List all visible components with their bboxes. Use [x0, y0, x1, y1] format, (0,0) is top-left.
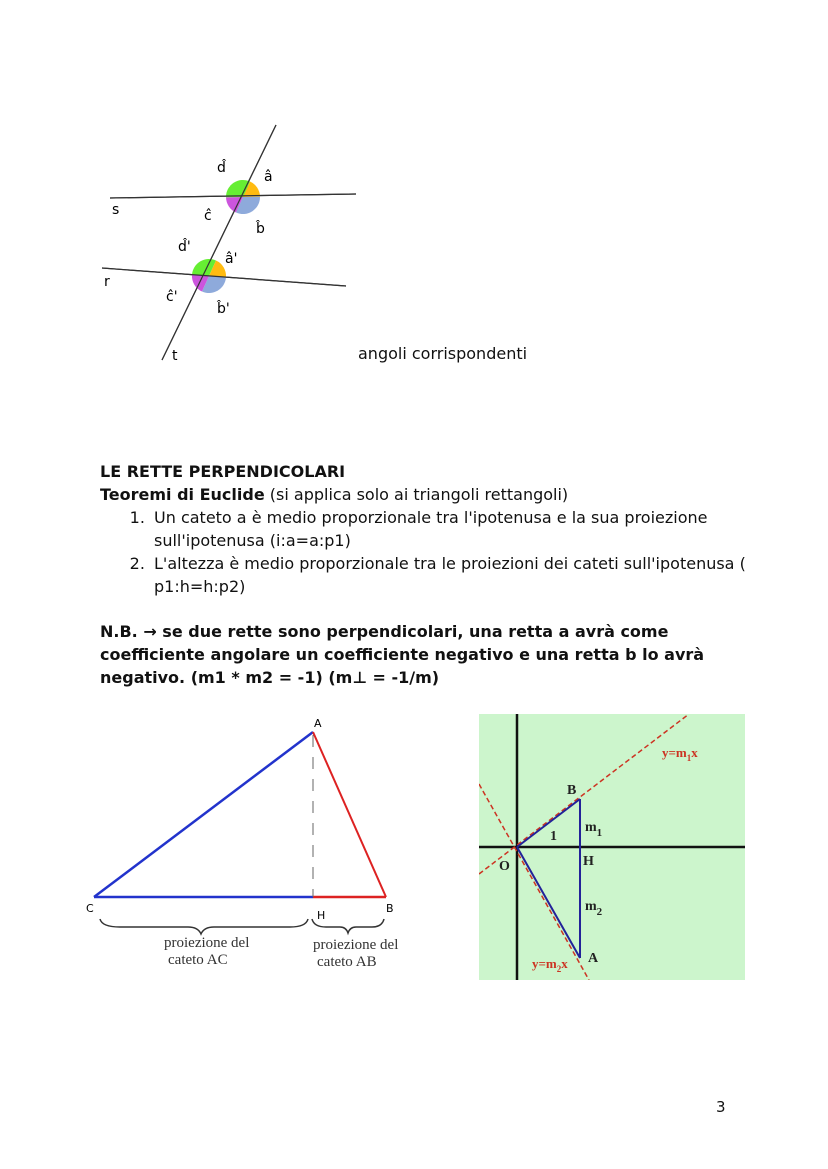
label-s: s [112, 202, 120, 218]
vertex-b: B [386, 902, 394, 915]
corresponding-angles-figure [90, 115, 370, 375]
point-b-label: B [567, 783, 577, 798]
label-a: â [264, 169, 273, 185]
page-number: 3 [716, 1098, 726, 1116]
point-o-label: O [499, 859, 510, 874]
label-t: t [172, 348, 178, 364]
vertex-h: H [317, 909, 326, 922]
m2-label: $m_2$ [585, 899, 603, 918]
unit-label: 1 [550, 829, 557, 844]
perpendicular-section [100, 460, 750, 689]
label-d1: d̂' [178, 239, 191, 255]
m1-label: $m_1$ [585, 820, 603, 839]
vertex-a: A [314, 717, 322, 730]
theorem-list [100, 506, 750, 598]
label-d: d̂ [217, 160, 226, 176]
section-heading: LE RETTE PERPENDICOLARI [100, 462, 346, 481]
euclid-triangle-figure [80, 715, 410, 980]
side-ab [313, 732, 386, 897]
theorem-title: Teoremi di Euclide [100, 485, 265, 504]
label-c1: ĉ' [166, 289, 178, 305]
nb-note: N.B. → se due rette sono perpendicolari, una retta a avrà come coefficiente angolare un coefficiente negativo e una retta b lo avrà negativo. (m1 * m2 = -1) (m⊥ = -1/m) [100, 622, 705, 687]
theorem-line [100, 483, 750, 506]
theorem-item-2: 2. L'altezza è medio proporzionale tra le proiezioni dei cateti sull'ipotenusa ( p1:h=h:p2) [150, 552, 750, 598]
label-r: r [104, 274, 110, 290]
brace-ac [100, 919, 308, 934]
perpendicular-lines-figure [479, 714, 745, 980]
figure-caption: angoli corrispondenti [358, 344, 528, 363]
point-h-label: H [583, 854, 594, 869]
line2-label: $y=m_2x$ [532, 956, 568, 974]
line1-label: $y=m_1x$ [662, 745, 698, 763]
proj-ab-line1: proiezione del [313, 937, 399, 953]
proj-ac-line2: cateto AC [168, 952, 228, 968]
proj-ab-line2: cateto AB [317, 954, 377, 970]
proj-ac-line1: proiezione del [164, 935, 250, 951]
theorem-note: (si applica solo ai triangoli rettangoli) [264, 485, 569, 504]
theorem-item-1: 1. Un cateto a è medio proporzionale tra l'ipotenusa e la sua proiezione sull'ipotenusa (i:a=a:p1) [150, 506, 750, 552]
label-a1: â' [225, 251, 238, 267]
point-a-label: A [588, 951, 599, 966]
label-b1: b̂' [217, 301, 230, 317]
label-b: b̂ [256, 221, 265, 237]
hypotenuse-side-ca [94, 732, 313, 897]
vertex-c: C [86, 902, 94, 915]
label-c: ĉ [204, 208, 212, 224]
